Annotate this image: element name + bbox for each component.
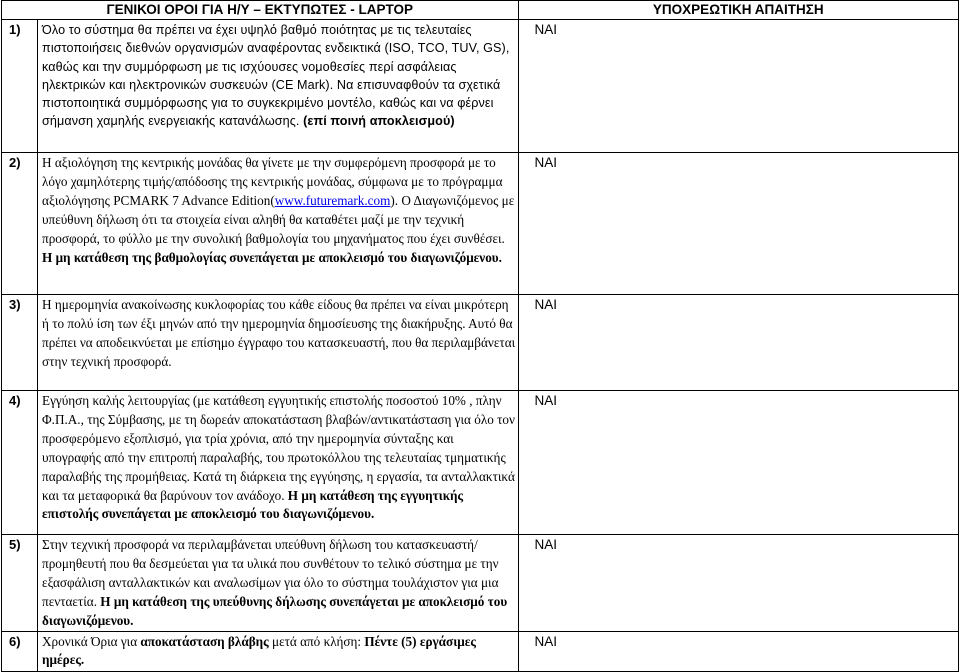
description-text-cont: ). Ο Διαγωνιζόμενος με υπεύθυνη δήλωση ότι τα στοιχεία είναι αληθή θα καταθέτει μαζί με την τεχνική προσφορά, το φύλλο με την συνολική βαθμολογία του μηχανήματος που έχει συνθέσει. [42,192,515,246]
table-row [2,20,959,153]
requirement-value: ΝΑΙ [518,535,958,632]
row-number: 3) [2,295,38,391]
row-description [38,391,519,535]
description-text: Στην τεχνική προσφορά να περιλαμβάνεται υπεύθυνη δήλωση του κατασκευαστή/προμηθευτή που θα δεσμεύεται για τα υλικά που συνθέτουν το τελικό σύστημα με την εξασφάλιση ανταλλακτικών και αναλωσίμων για όλο το σύστημα τουλάχιστον για μια πενταετία. [42,537,499,609]
description-text: Η αξιολόγηση της κεντρικής μονάδας θα γίνετε με την συμφερόμενη προσφορά με το λόγο χαμηλότερης τιμής/απόδοσης της κεντρικής μονάδας, σύμφωνα με το πρόγραμμα αξιολόγησης PCMARK 7 Advance Edition( [42,155,503,208]
requirement-header: ΥΠΟΧΡΕΩΤΙΚΗ ΑΠΑΙΤΗΣΗ [518,1,958,20]
row-description: Η ημερομηνία ανακοίνωσης κυκλοφορίας του κάθε είδους θα πρέπει να είναι μικρότερη ή το πολύ ίση των έξι μηνών από την ημερομηνία δημοσίευσης της διακήρυξης. Αυτό θα πρέπει να αποδεικνύεται με επίσημο έγγραφο του κατασκευαστή, που θα περιλαμβάνεται στην τεχνική προσφορά. [38,295,519,391]
description-text-cont: μετά από κλήση: [268,633,365,649]
row-number: 6) [2,631,38,671]
requirement-value: ΝΑΙ [518,295,958,391]
description-text: Χρονικά Όρια για [42,633,141,649]
exclusion-note: Η μη κατάθεση της εγγυητικής επιστολής συνεπάγεται με αποκλεισμό του διαγωνιζόμενου. [42,487,464,522]
table-title: ΓΕΝΙΚΟΙ ΟΡΟΙ ΓΙΑ Η/Υ – ΕΚΤΥΠΩΤΕΣ - LAPTOP [2,1,519,20]
header-row [2,1,959,20]
table-row [2,153,959,295]
requirement-value: ΝΑΙ [518,391,958,535]
row-description [38,20,519,153]
repair-emphasis: αποκατάσταση βλάβης [140,633,269,649]
table-row [2,535,959,632]
row-description [38,153,519,295]
row-description [38,535,519,632]
exclusion-note: (επί ποινή αποκλεισμού) [303,114,455,129]
row-number: 5) [2,535,38,632]
description-text: Όλο το σύστημα θα πρέπει να έχει υψηλό βαθμό ποιότητας με τις τελευταίες πιστοποιήσεις διεθνών οργανισμών αναφέροντας ενδεικτικά (ISO, TCO, TUV, GS), καθώς και την συμμόρφωση με τις ισχύουσες νομοθεσίες περί ασφάλειας ηλεκτρικών και ηλεκτρονικών συσκευών (CE Mark). Να επισυναφθούν τα σχετικά πιστοποιητικά συμμόρφωσης για το συγκεκριμένο μοντέλο, καθώς και να φέρνει σήμανση χαμηλής ενεργειακής κατανάλωσης. [42,23,510,129]
exclusion-note: Η μη κατάθεση της υπεύθυνης δήλωσης συνεπάγεται με αποκλεισμό του διαγωνιζόμενου. [42,593,508,628]
table-row [2,295,959,391]
futuremark-link[interactable]: www.futuremark.com [274,192,391,208]
row-number: 2) [2,153,38,295]
repair-deadline: Πέντε (5) εργάσιμες ημέρες. [42,633,476,668]
requirement-value: ΝΑΙ [518,153,958,295]
table-row [2,631,959,671]
row-number: 4) [2,391,38,535]
row-number: 1) [2,20,38,153]
requirement-value: ΝΑΙ [518,20,958,153]
description-text: Εγγύηση καλής λειτουργίας (με κατάθεση εγγυητικής επιστολής ποσοστού 10% , πλην Φ.Π.Α., της Σύμβασης, με τη δωρεάν αποκατάσταση βλαβών/αντικατάσταση για όλο τον προσφερόμενο εξοπλισμό, για τρία χρόνια, από την ημερομηνία σύνταξης και υπογραφής από την επιτροπή παραλαβής, του πρωτοκόλλου της τελευταίας τμηματικής παραλαβής της προμήθειας. Κατά τη διάρκεια της εγγύησης, η εργασία, τα ανταλλακτικά και τα μεταφορικά θα βαρύνουν τον ανάδοχο. [42,393,515,503]
table-row [2,391,959,535]
requirements-table [1,0,959,672]
requirement-value: ΝΑΙ [518,631,958,671]
row-description [38,631,519,671]
exclusion-note: Η μη κατάθεση της βαθμολογίας συνεπάγεται με αποκλεισμό του διαγωνιζόμενου. [42,249,502,265]
